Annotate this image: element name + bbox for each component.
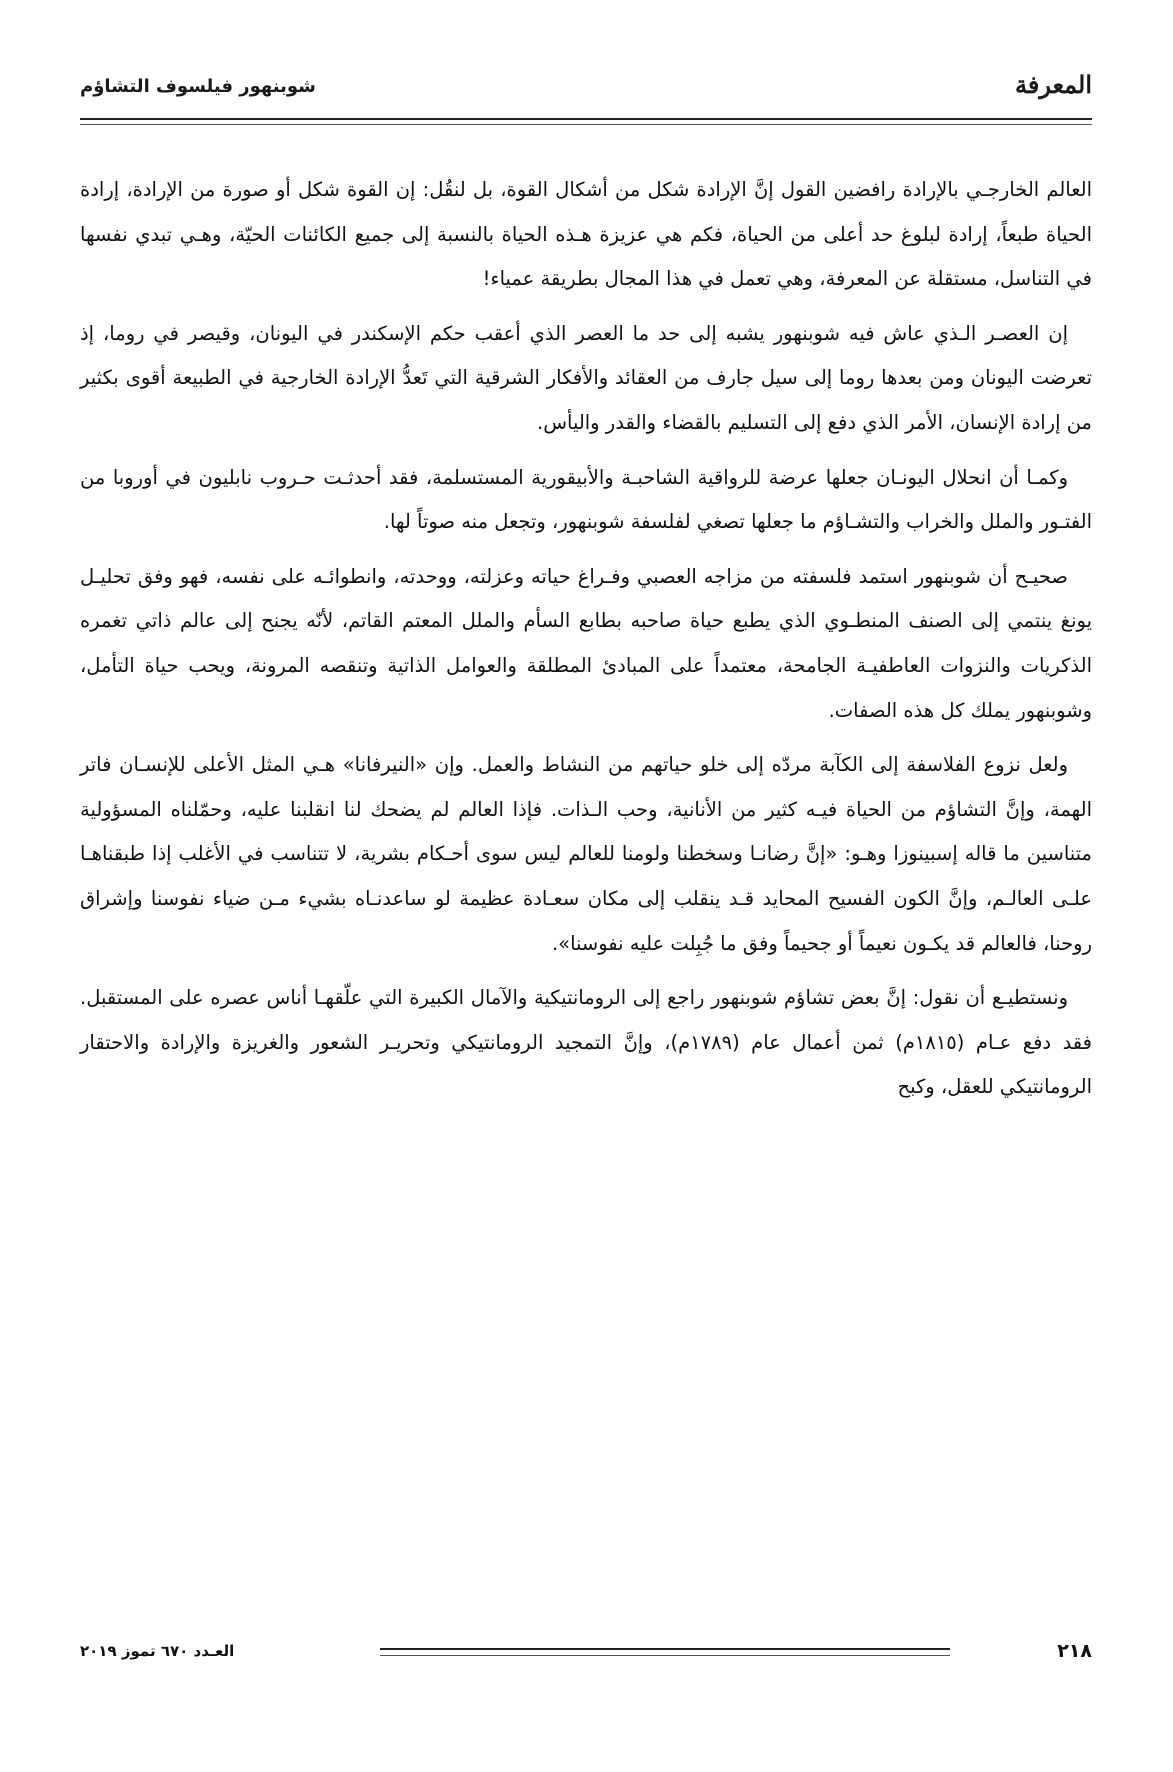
- paragraph-4: صحيـح أن شوبنهور استمد فلسفته من مزاجه العصبي وفـراغ حياته وعزلته، ووحدته، وانطوائـه على نفسه، فهو وفق تحليـل يونغ ينتمي إلى الصنف المنطـوي الذي يطبع حياة صاحبه بطابع السأم والملل المعتم القاتم، لأنّه يجنح إلى عالم ذاتي تغمره الذكريات والنزوات العاطفيـة الجامحة، معتمداً على المبادئ المطلقة والعوامل الذاتية وتنقصه المرونة، ويحب حياة التأمل، وشوبنهور يملك كل هذه الصفات.: [80, 564, 1092, 722]
- paragraph-6: ونستطيـع أن نقول: إنَّ بعض تشاؤم شوبنهور راجع إلى الرومانتيكية والآمال الكبيرة التي علّقهـا أناس عصره على المستقبل. فقد دفع عـام (١٨١٥م) ثمن أعمال عام (١٧٨٩م)، وإنَّ التمجيد الرومانتيكي وتحريـر الشعور والغريزة والإرادة والاحتقار الرومانتيكي للعقل، وكبح: [80, 986, 1092, 1099]
- running-title: شوبنهور فيلسوف التشاؤم: [80, 76, 316, 97]
- header-rule: [80, 118, 1092, 120]
- footer-rule: [380, 1648, 950, 1650]
- page-number: ٢١٨: [1057, 1640, 1092, 1662]
- paragraph-1: العالم الخارجـي بالإرادة رافضين القول إنَّ الإرادة شكل من أشكال القوة، بل لنقُل: إن القوة شكل أو صورة من الإرادة، إرادة الحياة طبعاً، إرادة لبلوغ حد أعلى من الحياة، فكم هي عزيزة هـذه الحياة بالنسبة إلى جميع الكائنات الحيّة، وهـي تبدي نفسها في التناسل، مستقلة عن المعرفة، وهي تعمل في هذا المجال بطريقة عمياء!: [80, 178, 1092, 291]
- page-header: [80, 70, 1092, 120]
- article-body: [80, 168, 1092, 1120]
- paragraph-2: إن العصـر الـذي عاش فيه شوبنهور يشبه إلى حد ما العصر الذي أعقب حكم الإسكندر في اليونان، وقيصر في روما، إذ تعرضت اليونان ومن بعدها روما إلى سيل جارف من العقائد والأفكار الشرقية التي تَعدُّ الإرادة الخارجية في الطبيعة أقوى بكثير من إرادة الإنسان، الأمر الذي دفع إلى التسليم بالقضاء والقدر واليأس.: [80, 321, 1092, 434]
- paragraph-3: وكمـا أن انحلال اليونـان جعلها عرضة للرواقية الشاحبـة والأبيقورية المستسلمة، فقد أحدثـت حـروب نابليون في أوروبا من الفتـور والملل والخراب والتشـاؤم ما جعلها تصغي لفلسفة شوبنهور، وتجعل منه صوتاً لها.: [80, 465, 1092, 534]
- page-footer: [80, 1640, 1092, 1680]
- footer-rule-thin: [380, 1655, 950, 1656]
- magazine-logo: المعرفة: [1014, 70, 1092, 99]
- paragraph-5: ولعل نزوع الفلاسفة إلى الكآبة مردّه إلى خلو حياتهم من النشاط والعمل. وإن «النيرفانا» هـي المثل الأعلى للإنسـان فاتر الهمة، وإنَّ التشاؤم من الحياة فيـه كثير من الأنانية، وحب الـذات. فإذا العالم لم يضحك لنا انقلبنا عليه، وحمّلناه المسؤولية متناسين ما قاله إسبينوزا وهـو: «إنَّ رضانـا وسخطنا ولومنا للعالم ليس سوى أحـكام بشرية، لا تتناسب في الأغلب إذا طبقناهـا علـى العالـم، وإنَّ الكون الفسيح المحايد قـد ينقلب إلى مكان سعـادة عظيمة لو ساعدنـاه بشيء مـن ضياء نفوسنا وإشراق روحنا، فالعالم قد يكـون نعيماً أو جحيماً وفق ما جُبِلت عليه نفوسنا».: [80, 753, 1092, 955]
- issue-info: العـدد ٦٧٠ تموز ٢٠١٩: [80, 1642, 235, 1660]
- header-rule-thin: [80, 124, 1092, 125]
